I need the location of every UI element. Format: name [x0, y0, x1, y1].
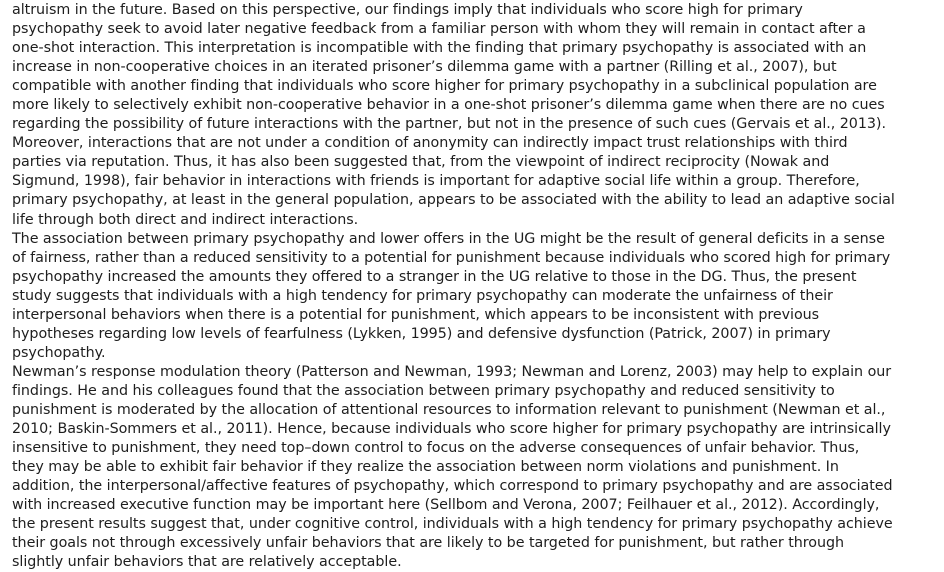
text-line: with increased executive function may be important here (Sellbom and Verona, 2007; Feilhauer et al., 2012). Accordingly,: [12, 497, 880, 514]
paragraph-2: [12, 230, 937, 363]
text-line: psychopathy seek to avoid later negative feedback from a familiar person with whom they will remain in contact after a: [12, 21, 866, 38]
text-line: compatible with another finding that individuals who score higher for primary psychopathy in a subclinical population are: [12, 78, 877, 95]
text-line: study suggests that individuals with a high tendency for primary psychopathy can moderate the unfairness of their: [12, 287, 833, 304]
text-line: regarding the possibility of future interactions with the partner, but not in the presence of such cues (Gervais et al., 2013).: [12, 116, 886, 133]
text-line: The association between primary psychopathy and lower offers in the UG might be the result of general deficits in a sense: [12, 230, 885, 247]
text-line: increase in non-cooperative choices in an iterated prisoner’s dilemma game with a partner (Rilling et al., 2007), but: [12, 59, 837, 76]
text-line: interpersonal behaviors when there is a potential for punishment, which appears to be inconsistent with previous: [12, 306, 820, 323]
text-line: the present results suggest that, under cognitive control, individuals with a high tendency for primary psychopathy achieve: [12, 516, 893, 533]
article-body: [12, 1, 937, 572]
text-line: they may be able to exhibit fair behavior if they realize the association between norm violations and punishment. In: [12, 459, 839, 476]
text-line: findings. He and his colleagues found that the association between primary psychopathy and reduced sensitivity to: [12, 382, 835, 399]
text-line: addition, the interpersonal/affective features of psychopathy, which correspond to primary psychopathy and are associated: [12, 478, 893, 495]
text-line: hypotheses regarding low levels of fearfulness (Lykken, 1995) and defensive dysfunction (Patrick, 2007) in primary: [12, 325, 831, 342]
paragraph-3: [12, 363, 937, 572]
text-line: 2010; Baskin-Sommers et al., 2011). Hence, because individuals who score higher for primary psychopathy are intrinsically: [12, 421, 891, 438]
text-line: slightly unfair behaviors that are relatively acceptable.: [12, 554, 402, 571]
text-line: more likely to selectively exhibit non-cooperative behavior in a one-shot prisoner’s dilemma game when there are no cues: [12, 97, 885, 114]
text-line: one-shot interaction. This interpretation is incompatible with the finding that primary psychopathy is associated with an: [12, 40, 867, 57]
text-line: psychopathy increased the amounts they offered to a stranger in the UG relative to those in the DG. Thus, the present: [12, 268, 857, 285]
paragraph-1: [12, 1, 937, 230]
text-line: Moreover, interactions that are not under a condition of anonymity can indirectly impact trust relationships with third: [12, 135, 848, 152]
text-line: of fairness, rather than a reduced sensitivity to a potential for punishment because individuals who scored high for primary: [12, 249, 891, 266]
text-line: life through both direct and indirect interactions.: [12, 211, 359, 228]
text-line: parties via reputation. Thus, it has also been suggested that, from the viewpoint of indirect reciprocity (Nowak and: [12, 154, 830, 171]
text-line: Newman’s response modulation theory (Patterson and Newman, 1993; Newman and Lorenz, 2003) may help to explain our: [12, 363, 892, 380]
text-line: punishment is moderated by the allocation of attentional resources to information relevant to punishment (Newman et al.,: [12, 401, 886, 418]
text-line: psychopathy.: [12, 344, 106, 361]
text-line: insensitive to punishment, they need top–down control to focus on the adverse consequences of unfair behavior. Thus,: [12, 440, 860, 457]
text-line: altruism in the future. Based on this perspective, our findings imply that individuals who score high for primary: [12, 2, 803, 18]
text-line: their goals not through excessively unfair behaviors that are likely to be targeted for punishment, but rather through: [12, 535, 845, 552]
text-line: Sigmund, 1998), fair behavior in interactions with friends is important for adaptive social life within a group. Therefore,: [12, 173, 860, 190]
text-line: primary psychopathy, at least in the general population, appears to be associated with the ability to lead an adaptive social: [12, 192, 895, 209]
